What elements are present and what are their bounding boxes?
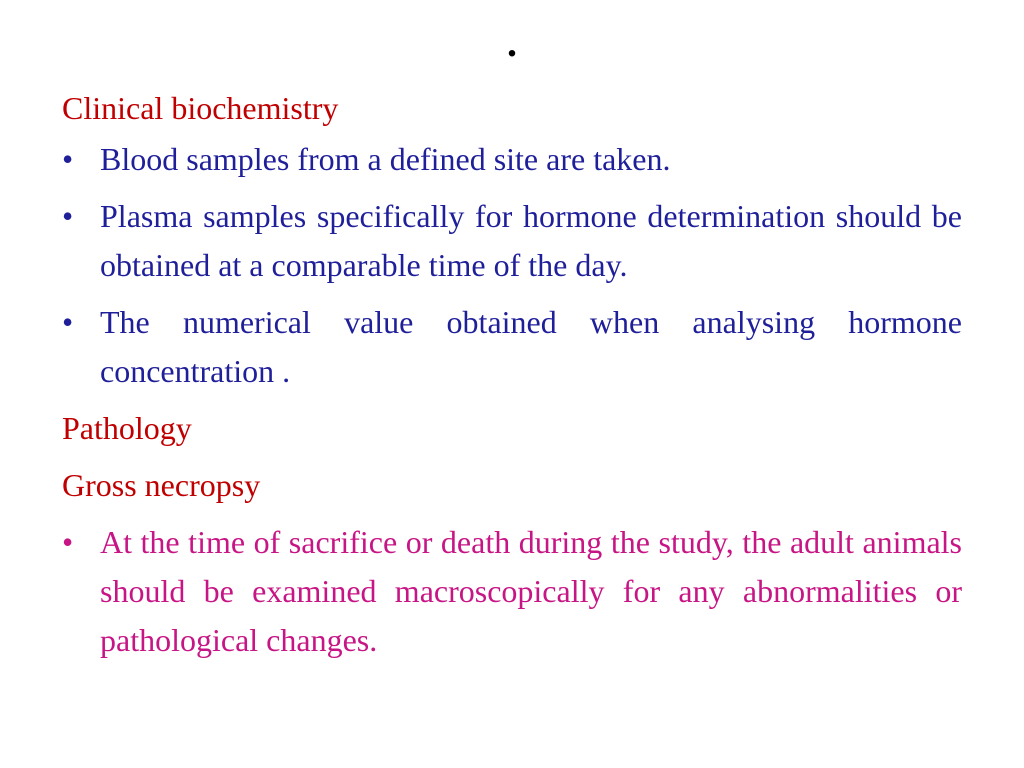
- bullet-text: At the time of sacrifice or death during the study, the adult animals should be examined macroscopically for any abnormalities or pathological changes.: [100, 524, 962, 658]
- bullet-text: Blood samples from a defined site are taken.: [100, 141, 671, 177]
- bullet-item: [62, 135, 962, 184]
- section-heading-gross-necropsy: Gross necropsy: [62, 467, 261, 503]
- bullet-text: The numerical value obtained when analysing hormone concentration .: [100, 304, 962, 389]
- bullet-item: [62, 192, 962, 290]
- bullet-text: Plasma samples specifically for hormone determination should be obtained at a comparable time of the day.: [100, 198, 962, 283]
- slide-content: [62, 84, 962, 665]
- slide-title: .: [507, 20, 517, 65]
- bullet-marker: •: [62, 524, 74, 560]
- bullet-item: [62, 518, 962, 665]
- bullet-marker: •: [62, 141, 74, 177]
- section-heading-clinical-biochemistry: Clinical biochemistry: [62, 90, 339, 126]
- bullet-item: [62, 298, 962, 396]
- bullet-marker: •: [62, 198, 74, 234]
- bullet-marker: •: [62, 304, 74, 340]
- section-heading-pathology: Pathology: [62, 410, 192, 446]
